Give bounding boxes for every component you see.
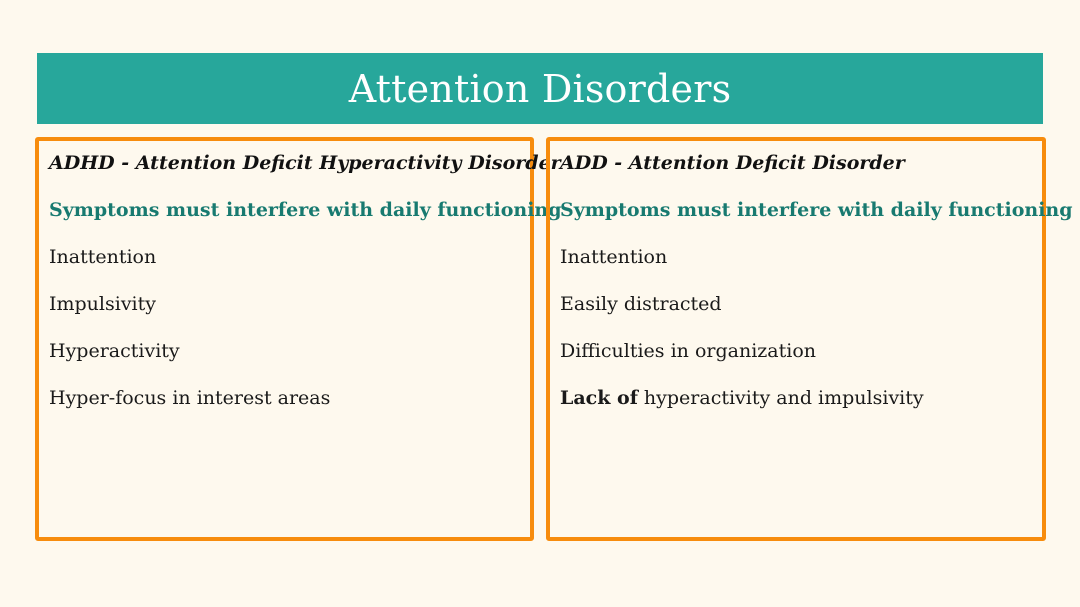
add-card — [546, 137, 1073, 541]
card-note: Symptoms must interfere with daily functioning — [49, 199, 562, 221]
card-note: Symptoms must interfere with daily functioning — [560, 199, 1073, 221]
title-bar — [37, 53, 1043, 124]
list-item: Hyperactivity — [49, 340, 180, 362]
list-item: Easily distracted — [560, 293, 722, 315]
card-heading: ADD - Attention Deficit Disorder — [560, 152, 905, 174]
card-heading: ADHD - Attention Deficit Hyperactivity Disorder — [49, 152, 561, 174]
list-item: Hyper-focus in interest areas — [49, 387, 331, 409]
list-item: Difficulties in organization — [560, 340, 816, 362]
list-item: Lack of hyperactivity and impulsivity — [560, 387, 924, 409]
list-item: Impulsivity — [49, 293, 157, 315]
adhd-card — [35, 137, 562, 541]
list-item: Inattention — [49, 246, 157, 268]
slide-title: Attention Disorders — [348, 66, 732, 111]
list-item: Inattention — [560, 246, 668, 268]
